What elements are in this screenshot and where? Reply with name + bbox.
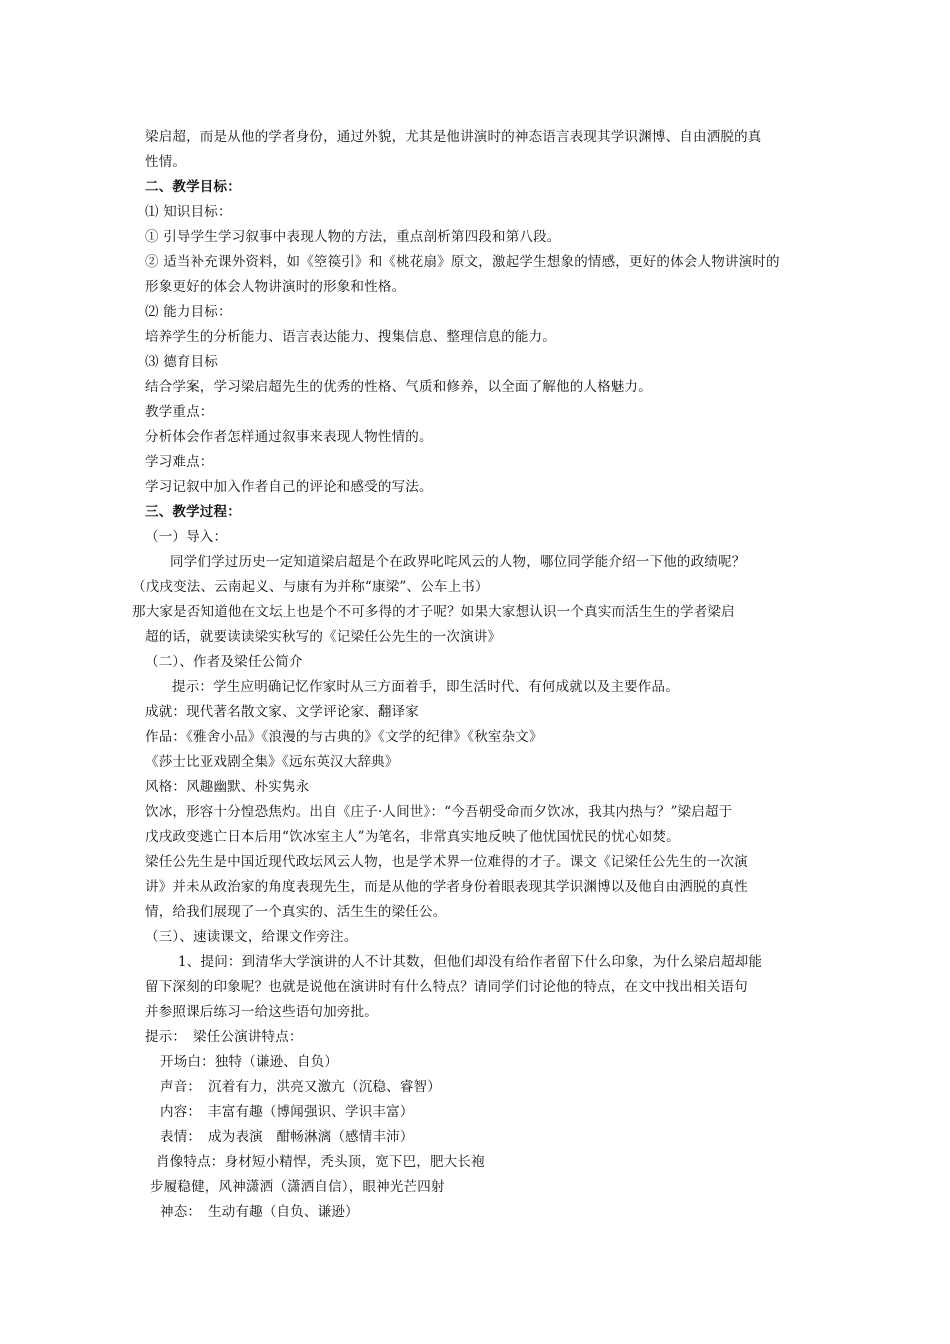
text-line: 并参照课后练习一给这些语句加旁批。: [145, 1004, 378, 1020]
text-line: 内容： 丰富有趣（博闻强识、学识丰富）: [160, 1104, 414, 1120]
section-heading: 二、教学目标：: [145, 179, 241, 195]
text-line: ② 适当补充课外资料，如《箜篌引》和《桃花扇》原文，激起学生想象的情感，更好的体会人物讲演时的: [145, 254, 780, 270]
text-line: 戊戌政变逃亡日本后用“饮冰室主人”为笔名，非常真实地反映了他忧国忧民的忧心如焚。: [145, 829, 680, 845]
text-line: 同学们学过历史一定知道梁启超是个在政界叱咤风云的人物，哪位同学能介绍一下他的政绩呢？: [170, 554, 746, 570]
text-line: 那大家是否知道他在文坛上也是个不可多得的才子呢？如果大家想认识一个真实而活生生的学者梁启: [132, 604, 735, 620]
text-line: （二）、作者及梁任公简介: [145, 654, 303, 670]
text-line: 提示：学生应明确记忆作家时从三方面着手，即生活时代、有何成就以及主要作品。: [172, 679, 679, 695]
text-line: 作品：《雅舍小品》《浪漫的与古典的》《文学的纪律》《秋室杂文》: [145, 729, 543, 745]
text-line: 饮冰，形容十分惶恐焦灼。出自《庄子·人间世》：“今吾朝受命而夕饮冰，我其内热与？”梁启超于: [145, 804, 733, 820]
text-line: ⑴ 知识目标：: [145, 204, 232, 220]
text-line: （一）导入：: [145, 529, 228, 545]
section-heading: 三、教学过程：: [145, 504, 241, 520]
text-line: 1、提问：到清华大学演讲的人不计其数，但他们却没有给作者留下什么印象，为什么梁启超却能: [178, 954, 763, 970]
text-line: 《莎士比亚戏剧全集》《远东英汉大辞典》: [145, 754, 399, 770]
text-line: 超的话，就要读读梁实秋写的《记梁任公先生的一次演讲》: [145, 629, 502, 645]
text-line: （戊戌变法、云南起义、与康有为并称“康梁”、公车上书）: [132, 579, 489, 595]
text-line: （三）、速读课文，给课文作旁注。: [145, 929, 358, 945]
text-line: 分析体会作者怎样通过叙事来表现人物性情的。: [145, 429, 433, 445]
text-line: 性情。: [145, 154, 187, 170]
text-line: 学习难点：: [145, 454, 214, 470]
text-line: 留下深刻的印象呢？也就是说他在演讲时有什么特点？请同学们讨论他的特点，在文中找出相关语句: [145, 979, 748, 995]
text-line: 神态： 生动有趣（自负、谦逊）: [160, 1204, 359, 1220]
text-line: 教学重点：: [145, 404, 214, 420]
text-line: 肖像特点：身材短小精悍，秃头顶，宽下巴，肥大长袍: [156, 1154, 485, 1170]
text-line: 成就：现代著名散文家、文学评论家、翻译家: [145, 704, 419, 720]
text-line: 梁启超，而是从他的学者身份，通过外貌，尤其是他讲演时的神态语言表现其学识渊博、自由洒脱的真: [145, 129, 762, 145]
text-line: 提示： 梁任公演讲特点：: [145, 1029, 303, 1045]
text-line: 风格：风趣幽默、朴实隽永: [145, 779, 310, 795]
text-line: ⑶ 德育目标: [145, 354, 218, 370]
text-line: 情，给我们展现了一个真实的、活生生的梁任公。: [145, 904, 447, 920]
text-line: 步履稳健，风神潇洒（潇洒自信），眼神光芒四射: [150, 1179, 445, 1195]
text-line: 学习记叙中加入作者自己的评论和感受的写法。: [145, 479, 433, 495]
text-line: ⑵ 能力目标：: [145, 304, 232, 320]
text-line: 开场白：独特（谦逊、自负）: [160, 1054, 339, 1070]
text-line: 结合学案，学习梁启超先生的优秀的性格、气质和修养，以全面了解他的人格魅力。: [145, 379, 652, 395]
text-line: 形象更好的体会人物讲演时的形象和性格。: [145, 279, 406, 295]
text-line: 梁任公先生是中国近现代政坛风云人物，也是学术界一位难得的才子。课文《记梁任公先生的一次演: [145, 854, 748, 870]
text-line: 讲》并未从政治家的角度表现先生，而是从他的学者身份着眼表现其学识渊博以及他自由洒脱的真性: [145, 879, 748, 895]
text-line: 培养学生的分析能力、语言表达能力、搜集信息、整理信息的能力。: [145, 329, 556, 345]
text-line: ① 引导学生学习叙事中表现人物的方法，重点剖析第四段和第八段。: [145, 229, 561, 245]
text-line: 表情： 成为表演 酣畅淋漓（感情丰沛）: [160, 1129, 414, 1145]
text-line: 声音： 沉着有力，洪亮又激亢（沉稳、睿智）: [160, 1079, 441, 1095]
